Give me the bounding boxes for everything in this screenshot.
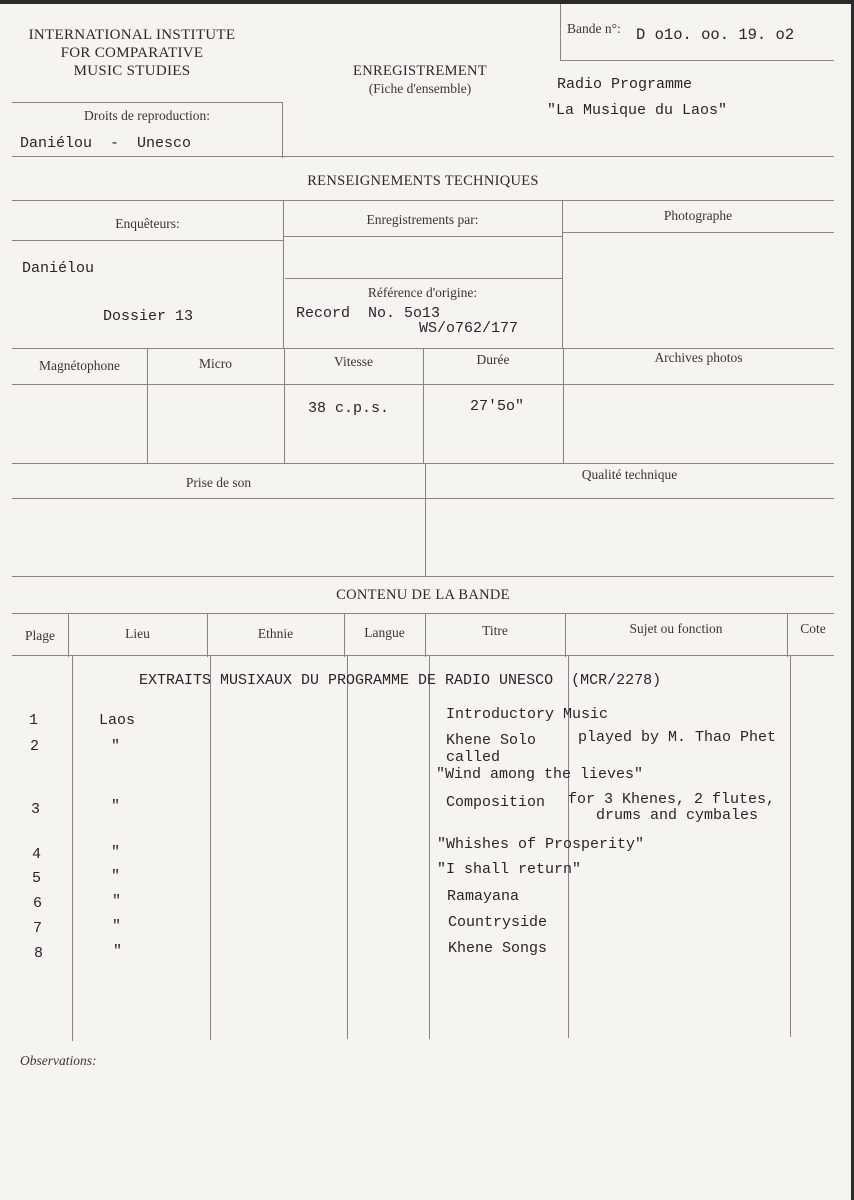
titre-value: Countryside	[448, 914, 548, 931]
titre-value: "Whishes of Prosperity"	[437, 836, 645, 853]
institute-line-1: INTERNATIONAL INSTITUTE	[28, 27, 236, 43]
lieu-value: "	[113, 943, 123, 960]
duree-value: 27'5o"	[470, 398, 525, 415]
sujet-value: for 3 Khenes, 2 flutes,	[568, 791, 776, 808]
lieu-value: "	[111, 798, 121, 815]
droits-value: Daniélou - Unesco	[20, 135, 192, 152]
titre-value: Introductory Music	[446, 706, 609, 723]
col-lieu: Lieu	[125, 626, 150, 641]
duree-label: Durée	[476, 352, 510, 367]
plage-number: 5	[32, 870, 42, 887]
lieu-value: "	[111, 844, 121, 861]
col-titre: Titre	[482, 623, 508, 638]
bande-number: D o1o. oo. 19. o2	[636, 26, 795, 44]
lieu-value: "	[112, 893, 122, 910]
plage-number: 1	[29, 712, 39, 729]
sujet-value-continued: drums and cymbales	[596, 807, 759, 824]
enqueteurs-label: Enquêteurs:	[115, 216, 180, 231]
enregistrements-par-label: Enregistrements par:	[366, 212, 479, 227]
col-langue: Langue	[364, 625, 405, 640]
vitesse-label: Vitesse	[334, 354, 373, 369]
institute-name	[8, 26, 256, 80]
titre-value-continued: "Wind among the lieves"	[436, 766, 644, 783]
observations-label: Observations:	[20, 1053, 97, 1068]
sujet-value: played by M. Thao Phet	[578, 729, 777, 746]
micro-label: Micro	[199, 356, 232, 371]
plage-number: 4	[32, 846, 42, 863]
col-plage: Plage	[25, 628, 55, 643]
plage-number: 3	[31, 801, 41, 818]
lieu-value: "	[112, 918, 122, 935]
lieu-value: Laos	[99, 712, 136, 729]
titre-value: Ramayana	[447, 888, 520, 905]
vitesse-value: 38 c.p.s.	[308, 400, 390, 417]
photographe-label: Photographe	[663, 208, 733, 223]
plage-number: 8	[34, 945, 44, 962]
tech-section-title: RENSEIGNEMENTS TECHNIQUES	[307, 173, 539, 189]
titre-value: Khene Songs	[448, 940, 548, 957]
content-section-title: CONTENU DE LA BANDE	[336, 587, 510, 603]
recording-form-sheet	[0, 4, 851, 1200]
bande-label: Bande n°:	[567, 21, 621, 36]
radio-programme-line-1: Radio Programme	[557, 76, 693, 93]
titre-value: Khene Solo called	[446, 732, 537, 766]
enregistrement-title: ENREGISTREMENT	[353, 63, 487, 79]
radio-programme-line-2: "La Musique du Laos"	[547, 102, 728, 119]
droits-label: Droits de reproduction:	[84, 108, 210, 123]
lieu-value: "	[111, 868, 121, 885]
lieu-value: "	[111, 738, 121, 755]
col-sujet: Sujet ou fonction	[629, 621, 723, 636]
reference-label: Référence d'origine:	[367, 285, 478, 300]
institute-line-2: FOR COMPARATIVE	[60, 45, 204, 61]
col-ethnie: Ethnie	[257, 626, 294, 641]
titre-value: Composition	[446, 794, 546, 811]
qualite-technique-label: Qualité technique	[581, 467, 678, 482]
reference-value-1: Record No. 5o13	[296, 305, 441, 322]
titre-value: "I shall return"	[437, 861, 582, 878]
enqueteur-value: Daniélou	[22, 260, 95, 277]
institute-line-3: MUSIC STUDIES	[73, 63, 191, 79]
prise-de-son-label: Prise de son	[185, 475, 252, 490]
reference-value-2: WS/o762/177	[419, 320, 519, 337]
plage-number: 7	[33, 920, 43, 937]
content-banner: EXTRAITS MUSIXAUX DU PROGRAMME DE RADIO UNESCO (MCR/2278)	[139, 672, 662, 689]
plage-number: 6	[33, 895, 43, 912]
plage-number: 2	[30, 738, 40, 755]
col-cote: Cote	[800, 621, 826, 636]
magnetophone-label: Magnétophone	[39, 358, 120, 373]
dossier-value: Dossier 13	[103, 308, 194, 325]
archives-photos-label: Archives photos	[654, 350, 743, 365]
enregistrement-subtitle: (Fiche d'ensemble)	[368, 81, 472, 96]
